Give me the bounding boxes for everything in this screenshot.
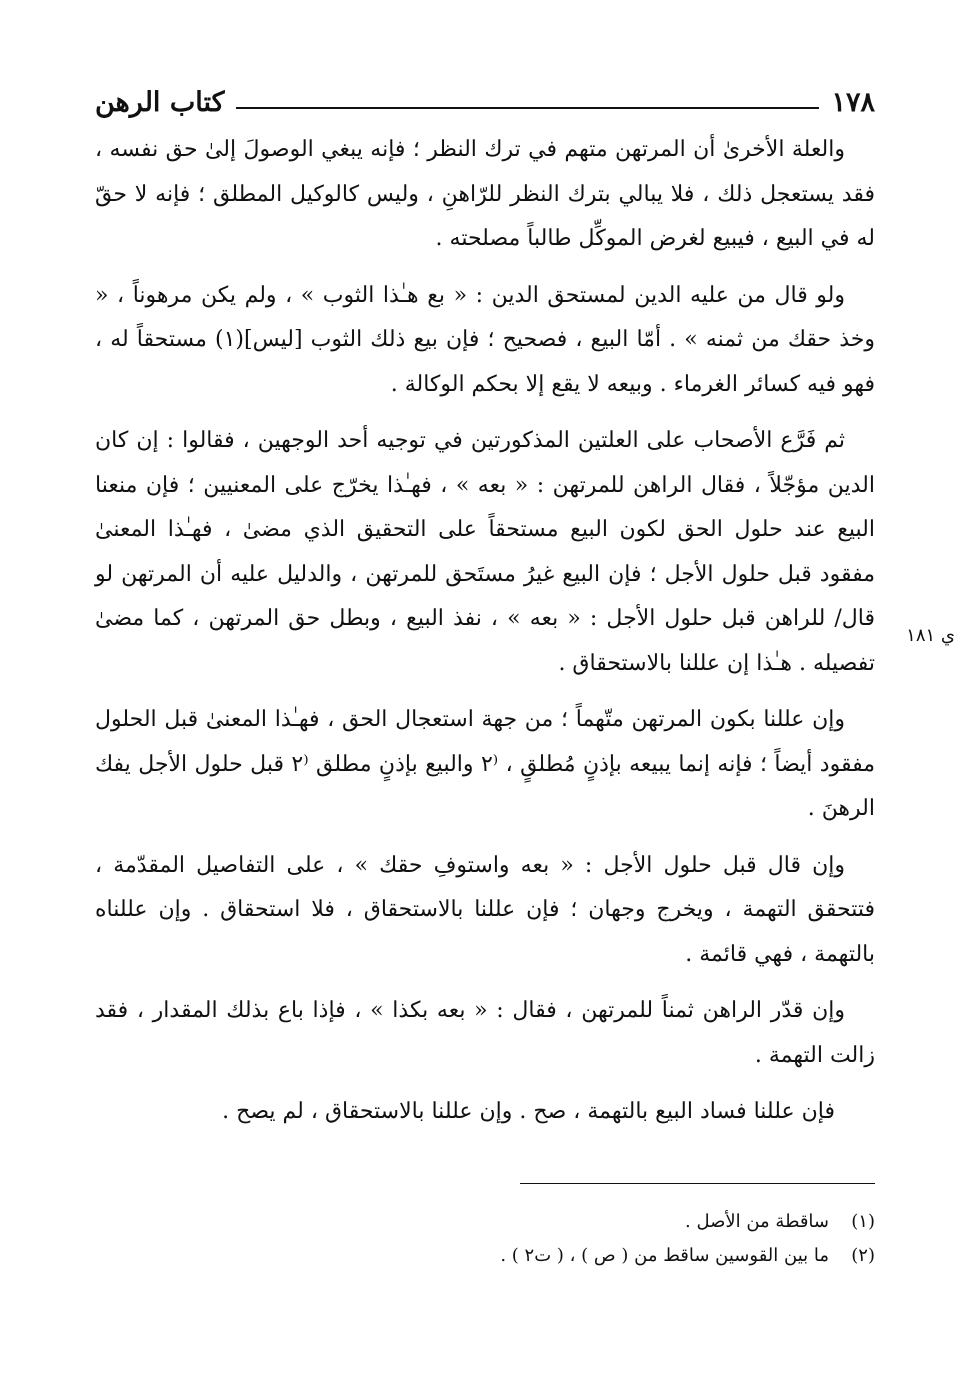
page-header [95, 78, 875, 118]
body-text [95, 128, 875, 1147]
paragraph: والعلة الأخرىٰ أن المرتهن متهم في ترك النظر ؛ فإنه يبغي الوصولَ إلىٰ حق نفسه ، فقد يستعجل ذلك ، فلا يبالي بترك النظر للرّاهنِ ، وليس كالوكيل المطلق ؛ فإنه لا حقّ له في البيع ، فيبيع لغرض الموكِّل طالباً مصلحته . [95, 137, 875, 251]
paragraph: ثم فَرَّع الأصحاب على العلتين المذكورتين في توجيه أحد الوجهين ، فقالوا : إن كان الدين مؤجّلاً ، فقال الراهن للمرتهن : « بعه » ، فهـٰذا يخرّج على المعنيين ؛ فإن منعنا البيع عند حلول الحق لكون البيع مستحقاً على التحقيق الذي مضىٰ ، فهـٰذا المعنىٰ مفقود قبل حلول الأجل ؛ فإن البيع غيرُ مستَحق للمرتهن ، والدليل عليه أن المرتهن لو قال/ للراهن قبل حلول الأجل : « بعه » ، نفذ البيع ، وبطل حق المرتهن ، كما مضىٰ تفصيله . هـٰذا إن عللنا بالاستحقاق . [95, 428, 875, 676]
paragraph: وإن عللنا بكون المرتهن متّهماً ؛ من جهة استعجال الحق ، فهـٰذا المعنىٰ قبل الحلول مفقود أيضاً ؛ فإنه إنما يبيعه بإذنٍ مُطلقٍ ، ⁽٢ والبيع بإذنٍ مطلق ⁽٢ قبل حلول الأجل يفك الرهنَ . [95, 707, 875, 821]
footnote-item [95, 1205, 875, 1239]
page-number: ١٧٨ [831, 87, 875, 118]
paragraph: ولو قال من عليه الدين لمستحق الدين : « بع هـٰذا الثوب » ، ولم يكن مرهوناً ، « وخذ حقك من ثمنه » . أمّا البيع ، فصحيح ؛ فإن بيع ذلك الثوب [ليس](١) مستحقاً له ، فهو فيه كسائر الغرماء . وبيعه لا يقع إلا بحكم الوكالة . [95, 282, 876, 397]
running-title: كتاب الرهن [95, 87, 225, 118]
footnote-text: ما بين القوسين ساقط من ( ص ) ، ( ت٢ ) . [500, 1245, 829, 1266]
footnote-number: (٢) [851, 1245, 875, 1266]
paragraph: فإن عللنا فساد البيع بالتهمة ، صح . وإن عللنا بالاستحقاق ، لم يصح . [222, 1099, 835, 1124]
footnote-number: (١) [851, 1211, 875, 1232]
margin-folio-note: ي ١٨١ [906, 625, 955, 646]
footnotes [95, 1205, 875, 1273]
paragraph: وإن قدّر الراهن ثمناً للمرتهن ، فقال : « بعه بكذا » ، فإذا باع بذلك المقدار ، فقد زالت التهمة . [95, 998, 875, 1068]
footnote-text: ساقطة من الأصل . [685, 1211, 829, 1232]
footnote-item [95, 1239, 875, 1273]
footnote-rule [520, 1183, 875, 1184]
header-rule [236, 107, 819, 109]
paragraph: وإن قال قبل حلول الأجل : « بعه واستوفِ حقك » ، على التفاصيل المقدّمة ، فتتحقق التهمة ، ويخرج وجهان ؛ فإن عللنا بالاستحقاق ، فلا استحقاق . وإن عللناه بالتهمة ، فهي قائمة . [95, 852, 875, 967]
